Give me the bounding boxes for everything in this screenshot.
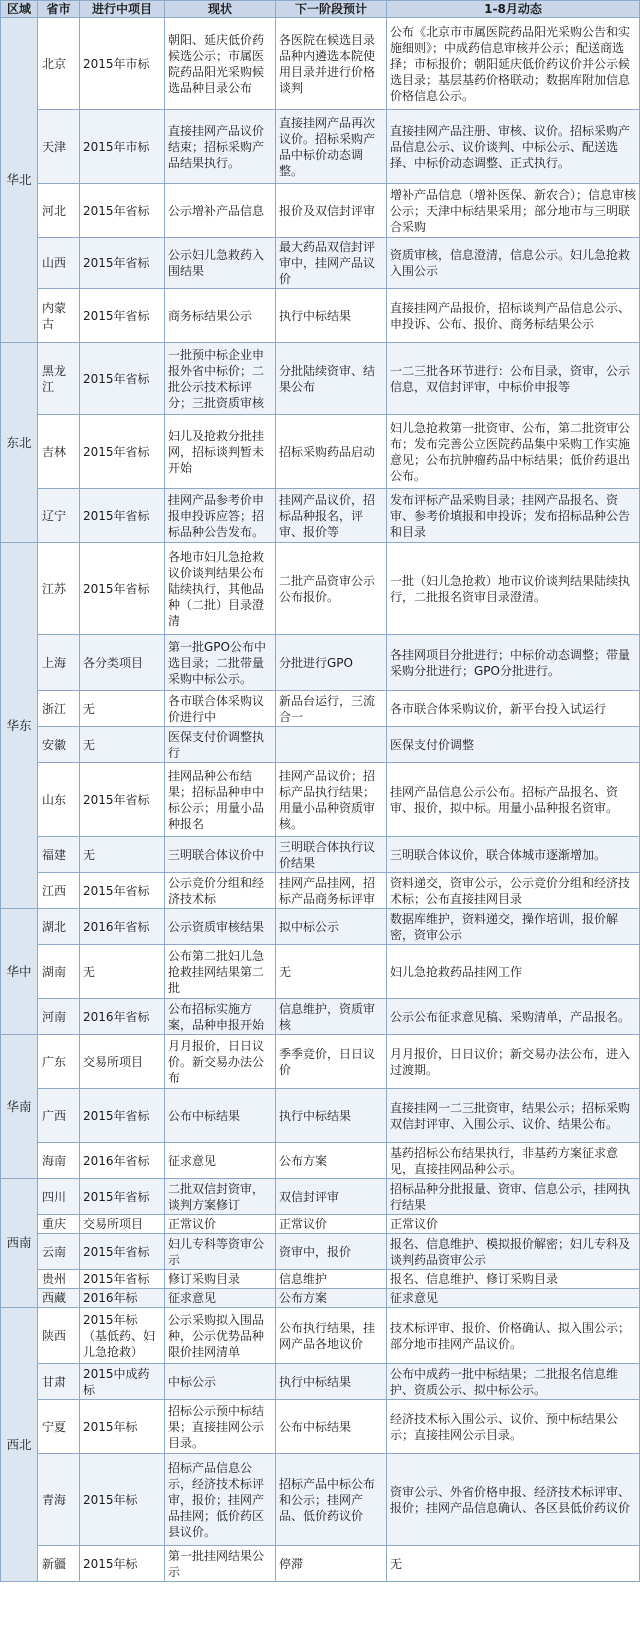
province-cell: 西藏 bbox=[38, 1289, 80, 1308]
project-cell: 2015年标（基低药、妇儿急抢救） bbox=[80, 1308, 165, 1364]
dynamics-cell: 无 bbox=[387, 1546, 640, 1582]
project-cell: 2015年省标 bbox=[80, 543, 165, 635]
province-cell: 甘肃 bbox=[38, 1364, 80, 1400]
table-row bbox=[1, 184, 640, 238]
project-cell: 2015年省标 bbox=[80, 489, 165, 543]
dynamics-cell: 公布中成药一批中标结果；二批报名信息维护、资质公示、拟中标公示。 bbox=[387, 1364, 640, 1400]
province-cell: 重庆 bbox=[38, 1215, 80, 1234]
header-region: 区域 bbox=[1, 1, 38, 18]
dynamics-cell: 正常议价 bbox=[387, 1215, 640, 1234]
region-cell: 西南 bbox=[1, 1179, 38, 1308]
province-cell: 新疆 bbox=[38, 1546, 80, 1582]
table-row bbox=[1, 909, 640, 945]
next-stage-cell: 挂网产品议价，招标品种报名，评审、报价等 bbox=[276, 489, 387, 543]
table-row bbox=[1, 18, 640, 110]
next-stage-cell: 分批进行GPO bbox=[276, 635, 387, 691]
table-row bbox=[1, 1364, 640, 1400]
project-cell: 2015年标 bbox=[80, 1546, 165, 1582]
province-cell: 广西 bbox=[38, 1089, 80, 1143]
dynamics-cell: 公布《北京市市属医院药品阳光采购公告和实施细则》；中成药信息审核并公示；配送商选择；市标报价；朝阳延庆低价药议价并公示候选目录；基层基药价格联动；数据库附加信息价格信息公示。 bbox=[387, 18, 640, 110]
next-stage-cell: 新品台运行，三流合一 bbox=[276, 691, 387, 727]
region-cell: 西北 bbox=[1, 1308, 38, 1582]
status-cell: 第一批挂网结果公示 bbox=[165, 1546, 276, 1582]
project-cell: 2015年省标 bbox=[80, 238, 165, 289]
next-stage-cell: 二批产品资审公示公布报价。 bbox=[276, 543, 387, 635]
dynamics-cell: 三明联合体议价，联合体城市逐渐增加。 bbox=[387, 837, 640, 873]
dynamics-cell: 资审公示、外省价格申报、经济技术标评审、报价；挂网产品信息确认、各区县低价药议价 bbox=[387, 1454, 640, 1546]
project-cell: 2015年省标 bbox=[80, 1234, 165, 1270]
next-stage-cell: 挂网产品议价；招标产品执行结果；用量小品种资质审核。 bbox=[276, 763, 387, 837]
province-cell: 河南 bbox=[38, 999, 80, 1035]
next-stage-cell: 公布方案 bbox=[276, 1289, 387, 1308]
project-cell: 2015年省标 bbox=[80, 343, 165, 415]
province-cell: 北京 bbox=[38, 18, 80, 110]
next-stage-cell: 挂网产品挂网，招标产品商务标评审 bbox=[276, 873, 387, 909]
next-stage-cell: 季季竞价，日日议价 bbox=[276, 1035, 387, 1089]
dynamics-cell: 经济技术标入围公示、议价、预中标结果公示；直接挂网公示目录。 bbox=[387, 1400, 640, 1454]
project-cell: 2015年省标 bbox=[80, 184, 165, 238]
status-cell: 月月报价，日日议价。新交易办法公布 bbox=[165, 1035, 276, 1089]
province-cell: 海南 bbox=[38, 1143, 80, 1179]
province-cell: 安徽 bbox=[38, 727, 80, 763]
table-row bbox=[1, 1179, 640, 1215]
table-row bbox=[1, 945, 640, 999]
table-row bbox=[1, 343, 640, 415]
next-stage-cell: 报价及双信封评审 bbox=[276, 184, 387, 238]
project-cell: 2016年省标 bbox=[80, 999, 165, 1035]
status-cell: 征求意见 bbox=[165, 1289, 276, 1308]
dynamics-cell: 资料递交，资审公示，公示竞价分组和经济技术标；公布直接挂网目录 bbox=[387, 873, 640, 909]
dynamics-cell: 一批（妇儿急抢救）地市议价谈判结果陆续执行，二批报名资审目录澄清。 bbox=[387, 543, 640, 635]
project-cell: 2015年标 bbox=[80, 1400, 165, 1454]
status-cell: 公示采购拟入围品种，公示优势品种限价挂网清单 bbox=[165, 1308, 276, 1364]
province-cell: 四川 bbox=[38, 1179, 80, 1215]
table-row bbox=[1, 873, 640, 909]
next-stage-cell: 最大药品双信封评审中，挂网产品议价 bbox=[276, 238, 387, 289]
province-cell: 山西 bbox=[38, 238, 80, 289]
province-cell: 宁夏 bbox=[38, 1400, 80, 1454]
status-cell: 商务标结果公示 bbox=[165, 289, 276, 343]
next-stage-cell: 双信封评审 bbox=[276, 1179, 387, 1215]
table-row bbox=[1, 999, 640, 1035]
table-row bbox=[1, 1035, 640, 1089]
header-dynamics: 1-8月动态 bbox=[387, 1, 640, 18]
table-row bbox=[1, 1270, 640, 1289]
dynamics-cell: 增补产品信息（增补医保、新农合）；信息审核公示；天津中标结果采用；部分地市与三明联合采购 bbox=[387, 184, 640, 238]
dynamics-cell: 挂网产品信息公示公布。招标产品报名、资审、报价，拟中标。用量小品种报名资审。 bbox=[387, 763, 640, 837]
header-next-stage: 下一阶段预计 bbox=[276, 1, 387, 18]
project-cell: 2015年市标 bbox=[80, 110, 165, 184]
province-cell: 贵州 bbox=[38, 1270, 80, 1289]
table-row bbox=[1, 1308, 640, 1364]
status-cell: 公布招标实施方案，品种申报开始 bbox=[165, 999, 276, 1035]
status-cell: 二批双信封资审，谈判方案修订 bbox=[165, 1179, 276, 1215]
next-stage-cell: 分批陆续资审、结果公布 bbox=[276, 343, 387, 415]
status-cell: 一批预中标企业申报外省中标价；二批公示技术标评分；三批资质审核 bbox=[165, 343, 276, 415]
next-stage-cell: 信息维护 bbox=[276, 1270, 387, 1289]
next-stage-cell: 执行中标结果 bbox=[276, 1089, 387, 1143]
table-row bbox=[1, 110, 640, 184]
dynamics-cell: 直接挂网产品注册、审核、议价。招标采购产品信息公示、议价谈判、中标公示、配送选择、中标价动态调整、正式执行。 bbox=[387, 110, 640, 184]
status-cell: 公示妇儿急救药入围结果 bbox=[165, 238, 276, 289]
status-cell: 公示竞价分组和经济技术标 bbox=[165, 873, 276, 909]
project-cell: 2015年标 bbox=[80, 1454, 165, 1546]
province-cell: 湖南 bbox=[38, 945, 80, 999]
province-cell: 辽宁 bbox=[38, 489, 80, 543]
province-cell: 江西 bbox=[38, 873, 80, 909]
region-cell: 华中 bbox=[1, 909, 38, 1035]
project-cell: 2016年标 bbox=[80, 1289, 165, 1308]
next-stage-cell: 执行中标结果 bbox=[276, 289, 387, 343]
next-stage-cell: 拟中标公示 bbox=[276, 909, 387, 945]
project-cell: 2015年省标 bbox=[80, 873, 165, 909]
header-province: 省市 bbox=[38, 1, 80, 18]
region-cell: 华北 bbox=[1, 18, 38, 343]
project-cell: 无 bbox=[80, 691, 165, 727]
table-row bbox=[1, 489, 640, 543]
table-row bbox=[1, 238, 640, 289]
status-cell: 修订采购目录 bbox=[165, 1270, 276, 1289]
status-cell: 招标产品信息公示，经济技术标评审，报价；挂网产品挂网；低价药区县议价。 bbox=[165, 1454, 276, 1546]
table-row bbox=[1, 635, 640, 691]
status-cell: 挂网产品参考价申报申投诉应答；招标品种公告发布。 bbox=[165, 489, 276, 543]
province-cell: 上海 bbox=[38, 635, 80, 691]
table-row bbox=[1, 1289, 640, 1308]
next-stage-cell: 各医院在候选目录品种内遴选本院使用目录并进行价格谈判 bbox=[276, 18, 387, 110]
next-stage-cell: 直接挂网产品再次议价。招标采购产品中标价动态调整。 bbox=[276, 110, 387, 184]
dynamics-cell: 直接挂网产品报价，招标谈判产品信息公示、申投诉、公布、报价、商务标结果公示 bbox=[387, 289, 640, 343]
project-cell: 2015年市标 bbox=[80, 18, 165, 110]
province-cell: 湖北 bbox=[38, 909, 80, 945]
province-cell: 河北 bbox=[38, 184, 80, 238]
table-row bbox=[1, 727, 640, 763]
next-stage-cell: 招标产品中标公布和公示；挂网产品、低价药议价 bbox=[276, 1454, 387, 1546]
province-cell: 天津 bbox=[38, 110, 80, 184]
project-cell: 2016年省标 bbox=[80, 1143, 165, 1179]
next-stage-cell: 信息维护，资质审核 bbox=[276, 999, 387, 1035]
province-cell: 云南 bbox=[38, 1234, 80, 1270]
project-cell: 交易所项目 bbox=[80, 1035, 165, 1089]
province-cell: 福建 bbox=[38, 837, 80, 873]
status-cell: 朝阳、延庆低价药候选公示；市属医院药品阳光采购候选品种目录公布 bbox=[165, 18, 276, 110]
project-cell: 无 bbox=[80, 727, 165, 763]
region-cell: 华南 bbox=[1, 1035, 38, 1179]
province-cell: 陕西 bbox=[38, 1308, 80, 1364]
table-row bbox=[1, 1546, 640, 1582]
province-cell: 黑龙江 bbox=[38, 343, 80, 415]
table-row bbox=[1, 691, 640, 727]
table-row bbox=[1, 763, 640, 837]
status-cell: 公布中标结果 bbox=[165, 1089, 276, 1143]
status-cell: 各市联合体采购议价进行中 bbox=[165, 691, 276, 727]
next-stage-cell bbox=[276, 727, 387, 763]
table-row bbox=[1, 837, 640, 873]
province-cell: 江苏 bbox=[38, 543, 80, 635]
next-stage-cell: 资审中，报价 bbox=[276, 1234, 387, 1270]
status-cell: 招标公示预中标结果；直接挂网公示目录。 bbox=[165, 1400, 276, 1454]
dynamics-cell: 报名、信息维护、修订采购目录 bbox=[387, 1270, 640, 1289]
status-cell: 各地市妇儿急抢救议价谈判结果公布陆续执行，其他品种（二批）目录澄清 bbox=[165, 543, 276, 635]
status-cell: 医保支付价调整执行 bbox=[165, 727, 276, 763]
province-cell: 广东 bbox=[38, 1035, 80, 1089]
dynamics-cell: 一二三批各环节进行：公布目录，资审，公示信息，双信封评审，中标价申报等 bbox=[387, 343, 640, 415]
dynamics-cell: 发布评标产品采购目录；挂网产品报名、资审、参考价填报和申投诉；发布招标品种公告和目录 bbox=[387, 489, 640, 543]
project-cell: 2015年省标 bbox=[80, 415, 165, 489]
status-cell: 征求意见 bbox=[165, 1143, 276, 1179]
status-cell: 第一批GPO公布中选目录；二批带量采购中标公示。 bbox=[165, 635, 276, 691]
status-cell: 公示资质审核结果 bbox=[165, 909, 276, 945]
next-stage-cell: 正常议价 bbox=[276, 1215, 387, 1234]
table-row bbox=[1, 289, 640, 343]
status-cell: 直接挂网产品议价结束；招标采购产品结果执行。 bbox=[165, 110, 276, 184]
header-project: 进行中项目 bbox=[80, 1, 165, 18]
dynamics-cell: 数据库维护，资料递交，操作培训，报价解密，资审公示 bbox=[387, 909, 640, 945]
table-row bbox=[1, 543, 640, 635]
dynamics-cell: 技术标评审、报价、价格确认、拟入围公示；部分地市挂网产品议价。 bbox=[387, 1308, 640, 1364]
dynamics-cell: 各市联合体采购议价，新平台投入试运行 bbox=[387, 691, 640, 727]
dynamics-cell: 基药招标公布结果执行，非基药方案征求意见，直接挂网品种公示。 bbox=[387, 1143, 640, 1179]
status-cell: 三明联合体议价中 bbox=[165, 837, 276, 873]
dynamics-cell: 招标品种分批报量、资审、信息公示，挂网执行结果 bbox=[387, 1179, 640, 1215]
next-stage-cell: 公布中标结果 bbox=[276, 1400, 387, 1454]
status-cell: 公布第二批妇儿急抢救挂网结果第二批 bbox=[165, 945, 276, 999]
table-row bbox=[1, 1454, 640, 1546]
dynamics-cell: 医保支付价调整 bbox=[387, 727, 640, 763]
project-cell: 2015年省标 bbox=[80, 1270, 165, 1289]
status-cell: 挂网品种公布结果；招标品种申中标公示；用量小品种报名 bbox=[165, 763, 276, 837]
project-cell: 2015年省标 bbox=[80, 763, 165, 837]
table-row bbox=[1, 415, 640, 489]
province-cell: 山东 bbox=[38, 763, 80, 837]
project-cell: 2015年省标 bbox=[80, 289, 165, 343]
header-row bbox=[1, 1, 640, 18]
table-row bbox=[1, 1215, 640, 1234]
dynamics-cell: 直接挂网一二三批资审，结果公示；招标采购双信封评审、入围公示、议价、结果公布。 bbox=[387, 1089, 640, 1143]
table-row bbox=[1, 1143, 640, 1179]
project-cell: 2016年省标 bbox=[80, 909, 165, 945]
province-cell: 吉林 bbox=[38, 415, 80, 489]
next-stage-cell: 招标采购药品启动 bbox=[276, 415, 387, 489]
project-cell: 各分类项目 bbox=[80, 635, 165, 691]
dynamics-cell: 资质审核，信息澄清，信息公示。妇儿急抢救入围公示 bbox=[387, 238, 640, 289]
status-cell: 中标公示 bbox=[165, 1364, 276, 1400]
next-stage-cell: 停滞 bbox=[276, 1546, 387, 1582]
next-stage-cell: 三明联合体执行议价结果 bbox=[276, 837, 387, 873]
next-stage-cell: 公布执行结果，挂网产品各地议价 bbox=[276, 1308, 387, 1364]
table-row bbox=[1, 1234, 640, 1270]
status-cell: 正常议价 bbox=[165, 1215, 276, 1234]
project-cell: 2015年省标 bbox=[80, 1179, 165, 1215]
dynamics-cell: 报名、信息维护、模拟报价解密；妇儿专科及谈判药品资审公示 bbox=[387, 1234, 640, 1270]
region-cell: 华东 bbox=[1, 543, 38, 909]
dynamics-cell: 征求意见 bbox=[387, 1289, 640, 1308]
dynamics-cell: 月月报价，日日议价；新交易办法公布，进入过渡期。 bbox=[387, 1035, 640, 1089]
next-stage-cell: 公布方案 bbox=[276, 1143, 387, 1179]
province-cell: 青海 bbox=[38, 1454, 80, 1546]
project-cell: 无 bbox=[80, 945, 165, 999]
dynamics-cell: 妇儿急抢救第一批资审、公布，第二批资审公布；发布完善公立医院药品集中采购工作实施意见；公布抗肿瘤药品中标结果；低价药退出公布。 bbox=[387, 415, 640, 489]
table-row bbox=[1, 1089, 640, 1143]
project-cell: 2015年省标 bbox=[80, 1089, 165, 1143]
project-cell: 交易所项目 bbox=[80, 1215, 165, 1234]
status-cell: 妇儿及抢救分批挂网，招标谈判暂未开始 bbox=[165, 415, 276, 489]
dynamics-cell: 妇儿急抢救药品挂网工作 bbox=[387, 945, 640, 999]
dynamics-cell: 各挂网项目分批进行；中标价动态调整；带量采购分批进行；GPO分批进行。 bbox=[387, 635, 640, 691]
project-cell: 2015中成药标 bbox=[80, 1364, 165, 1400]
dynamics-cell: 公示公布征求意见稿、采购清单，产品报名。 bbox=[387, 999, 640, 1035]
province-cell: 浙江 bbox=[38, 691, 80, 727]
status-cell: 公示增补产品信息 bbox=[165, 184, 276, 238]
project-cell: 无 bbox=[80, 837, 165, 873]
next-stage-cell: 无 bbox=[276, 945, 387, 999]
province-cell: 内蒙古 bbox=[38, 289, 80, 343]
region-cell: 东北 bbox=[1, 343, 38, 543]
header-status: 现状 bbox=[165, 1, 276, 18]
table-row bbox=[1, 1400, 640, 1454]
status-cell: 妇儿专科等资审公示 bbox=[165, 1234, 276, 1270]
next-stage-cell: 执行中标结果 bbox=[276, 1364, 387, 1400]
